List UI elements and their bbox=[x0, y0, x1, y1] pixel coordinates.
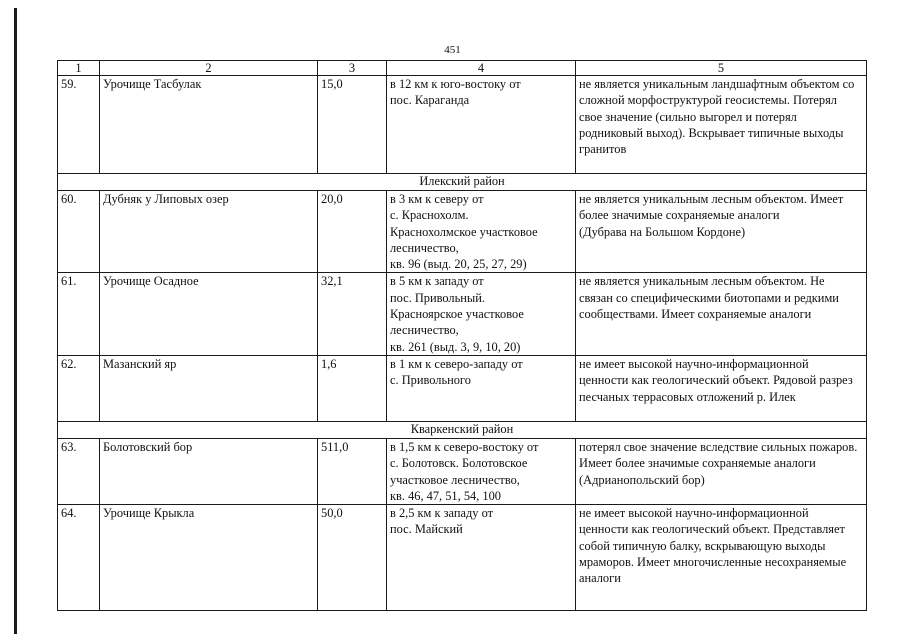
column-number-4: 4 bbox=[387, 61, 576, 76]
exclusion-reason-line: ценности как геологический объект. Рядовой разрез bbox=[579, 373, 853, 388]
exclusion-reason bbox=[576, 505, 867, 611]
exclusion-reason-line: родниковый выход). Вскрывает типичные выходы bbox=[579, 125, 844, 140]
object-name: Урочище Крыкла bbox=[100, 505, 318, 611]
exclusion-reason-line: связан со специфическими биотопами и редкими bbox=[579, 290, 839, 305]
object-location-line: пос. Привольный. bbox=[390, 290, 485, 305]
object-location-line: пос. Караганда bbox=[390, 93, 470, 108]
exclusion-reason-line: сложной морфоструктурой геосистемы. Потерял bbox=[579, 93, 837, 108]
object-location-line: лесничество, bbox=[390, 323, 459, 338]
object-location-line: пос. Майский bbox=[390, 522, 463, 537]
object-name: Урочище Тасбулак bbox=[100, 76, 318, 174]
row-number: 62. bbox=[58, 355, 100, 421]
column-number-3: 3 bbox=[318, 61, 387, 76]
exclusion-reason-line: собой типичную балку, вскрывающую выходы bbox=[579, 538, 826, 553]
object-area: 50,0 bbox=[318, 505, 387, 611]
district-row bbox=[58, 421, 867, 438]
object-name: Болотовский бор bbox=[100, 438, 318, 504]
district-title: Кваркенский район bbox=[58, 421, 867, 438]
page-number: 451 bbox=[444, 44, 461, 56]
district-title: Илекский район bbox=[58, 174, 867, 191]
object-location-line: Краснохолмское участковое bbox=[390, 224, 538, 239]
object-area: 1,6 bbox=[318, 355, 387, 421]
table-row bbox=[58, 191, 867, 273]
table-row bbox=[58, 438, 867, 504]
exclusion-reason-line: потерял свое значение вследствие сильных пожаров. bbox=[579, 439, 858, 454]
row-number: 59. bbox=[58, 76, 100, 174]
exclusion-reason-line: песчаных террасовых отложений р. Илек bbox=[579, 389, 796, 404]
exclusion-reason-line: ценности как геологический объект. Представляет bbox=[579, 522, 845, 537]
object-location-line: в 5 км к западу от bbox=[390, 274, 484, 289]
exclusion-reason bbox=[576, 191, 867, 273]
object-location-line: в 3 км к северу от bbox=[390, 192, 484, 206]
table-row bbox=[58, 355, 867, 421]
object-location-line: с. Привольного bbox=[390, 373, 471, 388]
objects-table bbox=[57, 60, 867, 611]
column-number-5: 5 bbox=[576, 61, 867, 76]
exclusion-reason-line: мраморов. Имеет многочисленные несохраняемые bbox=[579, 555, 847, 570]
object-name: Мазанский яр bbox=[100, 355, 318, 421]
object-area: 20,0 bbox=[318, 191, 387, 273]
column-number-1: 1 bbox=[58, 61, 100, 76]
exclusion-reason-line: сообществами. Имеет сохраняемые аналоги bbox=[579, 307, 812, 322]
table-body bbox=[58, 61, 867, 611]
object-name: Дубняк у Липовых озер bbox=[100, 191, 318, 273]
exclusion-reason-line: гранитов bbox=[579, 142, 627, 157]
column-number-2: 2 bbox=[100, 61, 318, 76]
object-area: 511,0 bbox=[318, 438, 387, 504]
binding-margin-line bbox=[14, 8, 17, 634]
row-number: 63. bbox=[58, 438, 100, 504]
exclusion-reason-line: Имеет более значимые сохраняемые аналоги bbox=[579, 456, 816, 471]
object-location-line: лесничество, bbox=[390, 240, 459, 255]
object-location-line: с. Краснохолм. bbox=[390, 208, 469, 223]
exclusion-reason-line: не имеет высокой научно-информационной bbox=[579, 356, 809, 371]
exclusion-reason bbox=[576, 438, 867, 504]
exclusion-reason bbox=[576, 76, 867, 174]
object-location-line: с. Болотовск. Болотовское bbox=[390, 456, 528, 471]
exclusion-reason-line: (Адрианопольский бор) bbox=[579, 472, 705, 487]
object-location bbox=[387, 355, 576, 421]
table-row bbox=[58, 273, 867, 355]
object-location-line: в 1 км к северо-западу от bbox=[390, 356, 523, 371]
object-location bbox=[387, 438, 576, 504]
exclusion-reason-line: свое значение (сильно выгорел и потерял bbox=[579, 109, 797, 124]
row-number: 64. bbox=[58, 505, 100, 611]
row-number: 60. bbox=[58, 191, 100, 273]
object-location-line: в 1,5 км к северо-востоку от bbox=[390, 439, 539, 454]
exclusion-reason-line: не имеет высокой научно-информационной bbox=[579, 506, 809, 521]
exclusion-reason-line: не является уникальным ландшафтным объектом со bbox=[579, 77, 855, 91]
object-location bbox=[387, 273, 576, 355]
exclusion-reason-line: (Дубрава на Большом Кордоне) bbox=[579, 224, 746, 239]
district-row bbox=[58, 174, 867, 191]
object-area: 15,0 bbox=[318, 76, 387, 174]
object-location-line: участковое лесничество, bbox=[390, 472, 520, 487]
exclusion-reason-line: не является уникальным лесным объектом. Не bbox=[579, 274, 825, 289]
object-location-line: в 2,5 км к западу от bbox=[390, 506, 494, 521]
object-area: 32,1 bbox=[318, 273, 387, 355]
table-row bbox=[58, 76, 867, 174]
table-row bbox=[58, 505, 867, 611]
exclusion-reason-line: более значимые сохраняемые аналоги bbox=[579, 208, 780, 223]
exclusion-reason bbox=[576, 355, 867, 421]
object-location bbox=[387, 191, 576, 273]
exclusion-reason bbox=[576, 273, 867, 355]
object-name: Урочище Осадное bbox=[100, 273, 318, 355]
exclusion-reason-line: аналоги bbox=[579, 571, 621, 586]
row-number: 61. bbox=[58, 273, 100, 355]
object-location-line: в 12 км к юго-востоку от bbox=[390, 77, 521, 91]
exclusion-reason-line: не является уникальным лесным объектом. Имеет bbox=[579, 192, 844, 206]
column-numbers-row bbox=[58, 61, 867, 76]
object-location-line: кв. 261 (выд. 3, 9, 10, 20) bbox=[390, 339, 521, 354]
object-location-line: Красноярское участковое bbox=[390, 307, 524, 322]
object-location bbox=[387, 505, 576, 611]
object-location-line: кв. 46, 47, 51, 54, 100 bbox=[390, 488, 501, 503]
object-location bbox=[387, 76, 576, 174]
object-location-line: кв. 96 (выд. 20, 25, 27, 29) bbox=[390, 257, 527, 272]
